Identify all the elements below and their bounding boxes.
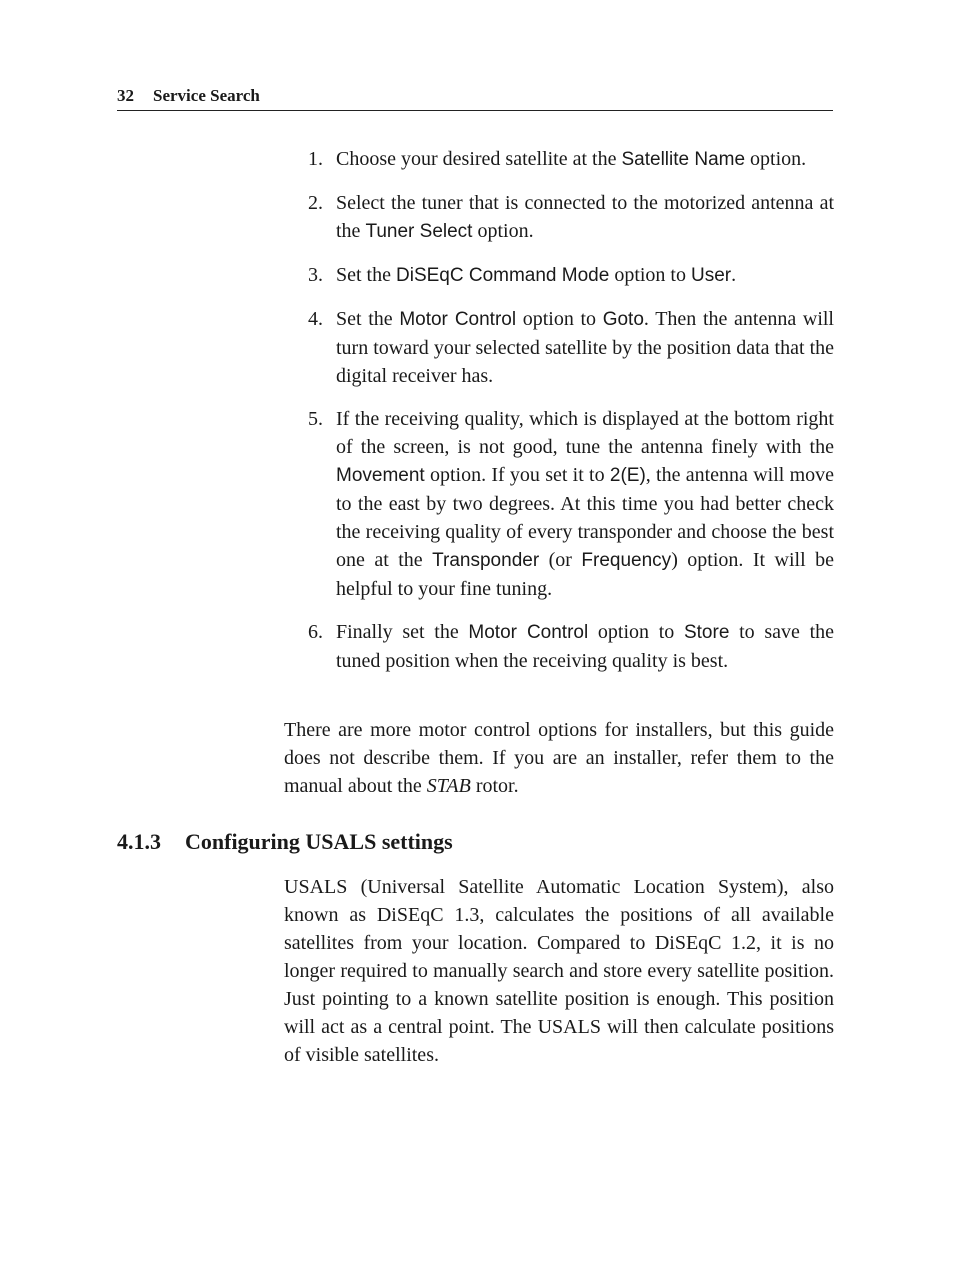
usals-paragraph: USALS (Universal Satellite Automatic Location System), also known as DiSEqC 1.3, calculates the positions of all available satellites from your location. Compared to DiSEqC 1.2, it is no longer required to manually search and store every satellite position. Just pointing to a known satellite position is enough. This position will act as a central point. The USALS will then calculate positions of visible satellites.: [284, 876, 834, 1066]
installer-note-text: There are more motor control options for installers, but this guide does not describe them. If you are an installer, refer them to the manual about the: [284, 719, 834, 797]
installer-note-paragraph: [284, 716, 834, 800]
steps-list: [284, 145, 834, 690]
step-item: [284, 145, 834, 174]
step-number: 4.: [308, 308, 323, 330]
section-heading: [117, 828, 453, 856]
section-title: Configuring USALS settings: [185, 829, 453, 854]
step-text: option to: [609, 264, 691, 286]
step-text: option. If you set it to: [424, 464, 610, 486]
step-text: Choose your desired satellite at the: [336, 148, 622, 170]
step-text: . Then the antenna will turn toward your selected satellite by the position data that the digital receiver has.: [336, 308, 834, 387]
step-text: Finally set the: [336, 621, 469, 643]
step-text: option to: [588, 621, 684, 643]
step-number: 2.: [308, 192, 323, 214]
step-text: Select the tuner that is connected to the motorized antenna at the: [336, 192, 834, 242]
step-text: (or: [539, 549, 582, 571]
step-item: [284, 618, 834, 675]
step-text: option.: [472, 220, 534, 242]
ui-option-name: User: [690, 265, 732, 286]
step-number: 3.: [308, 264, 323, 286]
step-item: [284, 189, 834, 246]
page-header: [117, 86, 833, 111]
step-text: If the receiving quality, which is displayed at the bottom right of the screen, is not good, tune the antenna finely with the: [336, 408, 834, 458]
section-number: 4.1.3: [117, 829, 161, 854]
ui-option-name: Tuner Select: [365, 221, 473, 242]
ui-option-name: Goto: [602, 309, 644, 330]
step-number: 6.: [308, 621, 323, 643]
step-number: 5.: [308, 408, 323, 430]
step-text: option to: [516, 308, 603, 330]
ui-option-name: Movement: [336, 465, 425, 486]
ui-option-name: DiSEqC Command Mode: [396, 265, 610, 286]
step-text: .: [731, 264, 737, 286]
page-number: 32: [117, 86, 134, 105]
ui-option-name: Satellite Name: [621, 149, 746, 170]
step-text: to save the tuned position when the receiving quality is best.: [336, 621, 834, 672]
ui-option-name: Transponder: [432, 550, 540, 571]
step-text: , the antenna will move to the east by two degrees. At this time you had better check the receiving quality of every transponder and choose the best one at the: [336, 464, 835, 571]
ui-option-name: Motor Control: [399, 309, 517, 330]
step-text: ) option. It will be helpful to your fine tuning.: [336, 549, 835, 600]
step-item: [284, 261, 834, 290]
step-item: [284, 305, 834, 390]
ui-option-name: Store: [683, 622, 730, 643]
ui-option-name: 2(E): [609, 465, 646, 486]
step-number: 1.: [308, 148, 323, 170]
chapter-title: Service Search: [153, 86, 260, 105]
step-text: option.: [745, 148, 807, 170]
stab-term: STAB: [426, 775, 471, 797]
step-text: Set the: [336, 308, 400, 330]
ui-option-name: Motor Control: [468, 622, 589, 643]
step-item: [284, 405, 834, 603]
ui-option-name: Frequency: [581, 550, 672, 571]
step-text: Set the: [336, 264, 396, 286]
installer-note-tail: rotor.: [470, 775, 519, 797]
